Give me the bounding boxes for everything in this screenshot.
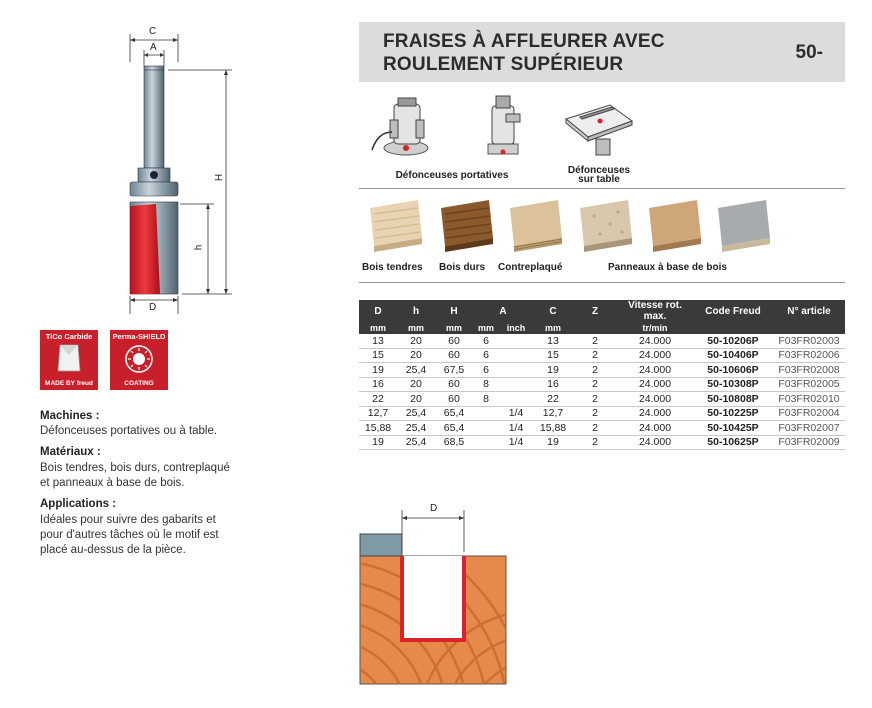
machines-heading: Machines : xyxy=(40,410,100,422)
cell-h: 60 xyxy=(435,334,473,348)
portable-router-icon xyxy=(368,92,438,158)
cell-h: 20 xyxy=(397,348,435,363)
col-header-d: D xyxy=(359,300,397,322)
page-code: 50- xyxy=(795,42,823,63)
divider-middle xyxy=(359,282,845,283)
dim-label-h: h xyxy=(193,244,205,251)
melamine-board-sample-icon xyxy=(712,194,772,252)
cell-code: 50-10425P xyxy=(693,421,773,436)
col-header-article: N° article xyxy=(773,300,845,322)
table-row xyxy=(359,348,845,363)
cell-h: 20 xyxy=(397,377,435,392)
plywood-sample-icon xyxy=(504,194,564,252)
cell-a-inch xyxy=(499,348,533,363)
perma-shield-badge xyxy=(110,330,168,390)
cell-z: 2 xyxy=(573,435,617,450)
cell-article: F03FR02009 xyxy=(773,435,845,450)
bit-dimension-drawing xyxy=(110,22,240,322)
cell-a-mm xyxy=(473,406,499,421)
unit-z xyxy=(573,322,617,334)
cell-z: 2 xyxy=(573,363,617,378)
cell-z: 2 xyxy=(573,348,617,363)
material-label-plywood: Contreplaqué xyxy=(498,262,563,273)
cell-a-mm: 8 xyxy=(473,377,499,392)
cell-c: 19 xyxy=(533,363,573,378)
unit-d: mm xyxy=(359,322,397,334)
applications-heading: Applications : xyxy=(40,498,117,510)
col-header-h-small: h xyxy=(397,300,435,322)
table-routers-caption-line1: Défonceuses xyxy=(567,165,631,176)
cell-speed: 24.000 xyxy=(617,392,693,407)
col-header-c: C xyxy=(533,300,573,322)
cell-a-mm: 6 xyxy=(473,348,499,363)
cell-h: 25,4 xyxy=(397,406,435,421)
col-header-speed: Vitesse rot. max. xyxy=(617,300,693,322)
cell-h: 20 xyxy=(397,392,435,407)
cell-d: 16 xyxy=(359,377,397,392)
col-header-h-total: H xyxy=(435,300,473,322)
cell-h: 60 xyxy=(435,348,473,363)
tico-badge-label: TiCo Carbide xyxy=(45,332,93,341)
material-label-wood-panels: Panneaux à base de bois xyxy=(608,262,727,273)
cell-h: 65,4 xyxy=(435,406,473,421)
cut-profile-diagram xyxy=(358,500,508,686)
tico-badge-footer: MADE BY freud xyxy=(45,380,93,387)
cell-code: 50-10308P xyxy=(693,377,773,392)
cell-speed: 24.000 xyxy=(617,406,693,421)
page-title-line2: ROULEMENT SUPÉRIEUR xyxy=(383,54,624,75)
table-row xyxy=(359,406,845,421)
cell-a-mm xyxy=(473,421,499,436)
cell-h: 67,5 xyxy=(435,363,473,378)
cell-article: F03FR02010 xyxy=(773,392,845,407)
materials-heading: Matériaux : xyxy=(40,446,101,458)
router-table-icon xyxy=(560,95,636,159)
cell-article: F03FR02005 xyxy=(773,377,845,392)
cell-speed: 24.000 xyxy=(617,421,693,436)
cell-d: 13 xyxy=(359,334,397,348)
cell-h: 65,4 xyxy=(435,421,473,436)
unit-h-total: mm xyxy=(435,322,473,334)
cell-h: 25,4 xyxy=(397,363,435,378)
cell-d: 22 xyxy=(359,392,397,407)
cell-speed: 24.000 xyxy=(617,377,693,392)
cell-speed: 24.000 xyxy=(617,334,693,348)
cell-code: 50-10206P xyxy=(693,334,773,348)
cell-h: 20 xyxy=(397,334,435,348)
cell-h: 25,4 xyxy=(397,421,435,436)
unit-a-inch: inch xyxy=(499,322,533,334)
cell-code: 50-10606P xyxy=(693,363,773,378)
cell-a-inch xyxy=(499,363,533,378)
cell-z: 2 xyxy=(573,392,617,407)
dim-label-a: A xyxy=(150,42,157,53)
unit-c: mm xyxy=(533,322,573,334)
cell-z: 2 xyxy=(573,406,617,421)
cell-speed: 24.000 xyxy=(617,348,693,363)
cell-a-inch xyxy=(499,392,533,407)
dim-label-H: H xyxy=(214,173,226,182)
table-row xyxy=(359,435,845,450)
softwood-sample-icon xyxy=(364,194,424,252)
portable-routers-caption: Défonceuses portatives xyxy=(395,170,509,181)
cell-a-mm xyxy=(473,435,499,450)
perma-badge-footer: COATING xyxy=(124,380,154,387)
unit-a-mm: mm xyxy=(473,322,499,334)
cell-article: F03FR02004 xyxy=(773,406,845,421)
unit-h-small: mm xyxy=(397,322,435,334)
cell-a-inch xyxy=(499,334,533,348)
applications-text-line3: placé au-dessus de la pièce. xyxy=(40,544,186,556)
cell-code: 50-10225P xyxy=(693,406,773,421)
cell-z: 2 xyxy=(573,377,617,392)
table-units-row xyxy=(359,322,845,334)
divider-top xyxy=(359,188,845,189)
cell-a-mm: 6 xyxy=(473,334,499,348)
table-row xyxy=(359,392,845,407)
materials-text-line2: et panneaux à base de bois. xyxy=(40,477,185,489)
cell-a-inch xyxy=(499,377,533,392)
machines-text: Défonceuses portatives ou à table. xyxy=(40,425,218,437)
shield-sun-icon xyxy=(123,342,155,376)
materials-text-line1: Bois tendres, bois durs, contreplaqué xyxy=(40,462,230,474)
table-header-row xyxy=(359,300,845,322)
page-title-line1: FRAISES À AFFLEURER AVEC xyxy=(383,31,665,52)
table-row xyxy=(359,334,845,348)
cell-a-inch: 1/4 xyxy=(499,435,533,450)
cell-d: 15 xyxy=(359,348,397,363)
table-row xyxy=(359,377,845,392)
perma-badge-label: Perma-SHIELD xyxy=(112,332,166,341)
dim-label-d: D xyxy=(149,302,157,313)
cell-article: F03FR02003 xyxy=(773,334,845,348)
col-header-code: Code Freud xyxy=(693,300,773,322)
cell-article: F03FR02007 xyxy=(773,421,845,436)
cell-article: F03FR02008 xyxy=(773,363,845,378)
portable-trim-router-icon xyxy=(478,92,528,160)
cell-article: F03FR02006 xyxy=(773,348,845,363)
cell-a-inch: 1/4 xyxy=(499,421,533,436)
cell-d: 19 xyxy=(359,435,397,450)
tico-carbide-badge xyxy=(40,330,98,390)
cell-c: 12,7 xyxy=(533,406,573,421)
cell-z: 2 xyxy=(573,421,617,436)
cell-speed: 24.000 xyxy=(617,363,693,378)
material-label-softwood: Bois tendres xyxy=(362,262,423,273)
cell-c: 13 xyxy=(533,334,573,348)
cell-h: 60 xyxy=(435,377,473,392)
cell-h: 60 xyxy=(435,392,473,407)
cut-diagram-label-d: D xyxy=(430,503,438,514)
hardwood-sample-icon xyxy=(435,194,495,252)
spec-table xyxy=(359,300,845,450)
dim-label-c: C xyxy=(149,26,157,37)
cell-c: 15,88 xyxy=(533,421,573,436)
cell-d: 15,88 xyxy=(359,421,397,436)
mdf-sample-icon xyxy=(643,194,703,252)
cell-code: 50-10808P xyxy=(693,392,773,407)
cell-d: 19 xyxy=(359,363,397,378)
material-label-hardwood: Bois durs xyxy=(439,262,486,273)
particleboard-sample-icon xyxy=(574,194,634,252)
cell-z: 2 xyxy=(573,334,617,348)
carbide-tip-icon xyxy=(56,343,82,375)
unit-speed: tr/min xyxy=(617,322,693,334)
cell-a-mm: 8 xyxy=(473,392,499,407)
cell-code: 50-10406P xyxy=(693,348,773,363)
cell-c: 22 xyxy=(533,392,573,407)
cell-c: 16 xyxy=(533,377,573,392)
table-row xyxy=(359,421,845,436)
cell-a-mm: 6 xyxy=(473,363,499,378)
unit-article xyxy=(773,322,845,334)
applications-text-line1: Idéales pour suivre des gabarits et xyxy=(40,514,216,526)
cell-h: 25,4 xyxy=(397,435,435,450)
page-header xyxy=(359,22,845,82)
cell-a-inch: 1/4 xyxy=(499,406,533,421)
cell-c: 19 xyxy=(533,435,573,450)
cell-speed: 24.000 xyxy=(617,435,693,450)
cell-h: 68,5 xyxy=(435,435,473,450)
table-routers-caption-line2: sur table xyxy=(578,174,620,185)
col-header-z: Z xyxy=(573,300,617,322)
table-row xyxy=(359,363,845,378)
col-header-a: A xyxy=(473,300,533,322)
unit-code xyxy=(693,322,773,334)
cell-c: 15 xyxy=(533,348,573,363)
cell-code: 50-10625P xyxy=(693,435,773,450)
applications-text-line2: pour d'autres tâches où le motif est xyxy=(40,529,219,541)
cell-d: 12,7 xyxy=(359,406,397,421)
